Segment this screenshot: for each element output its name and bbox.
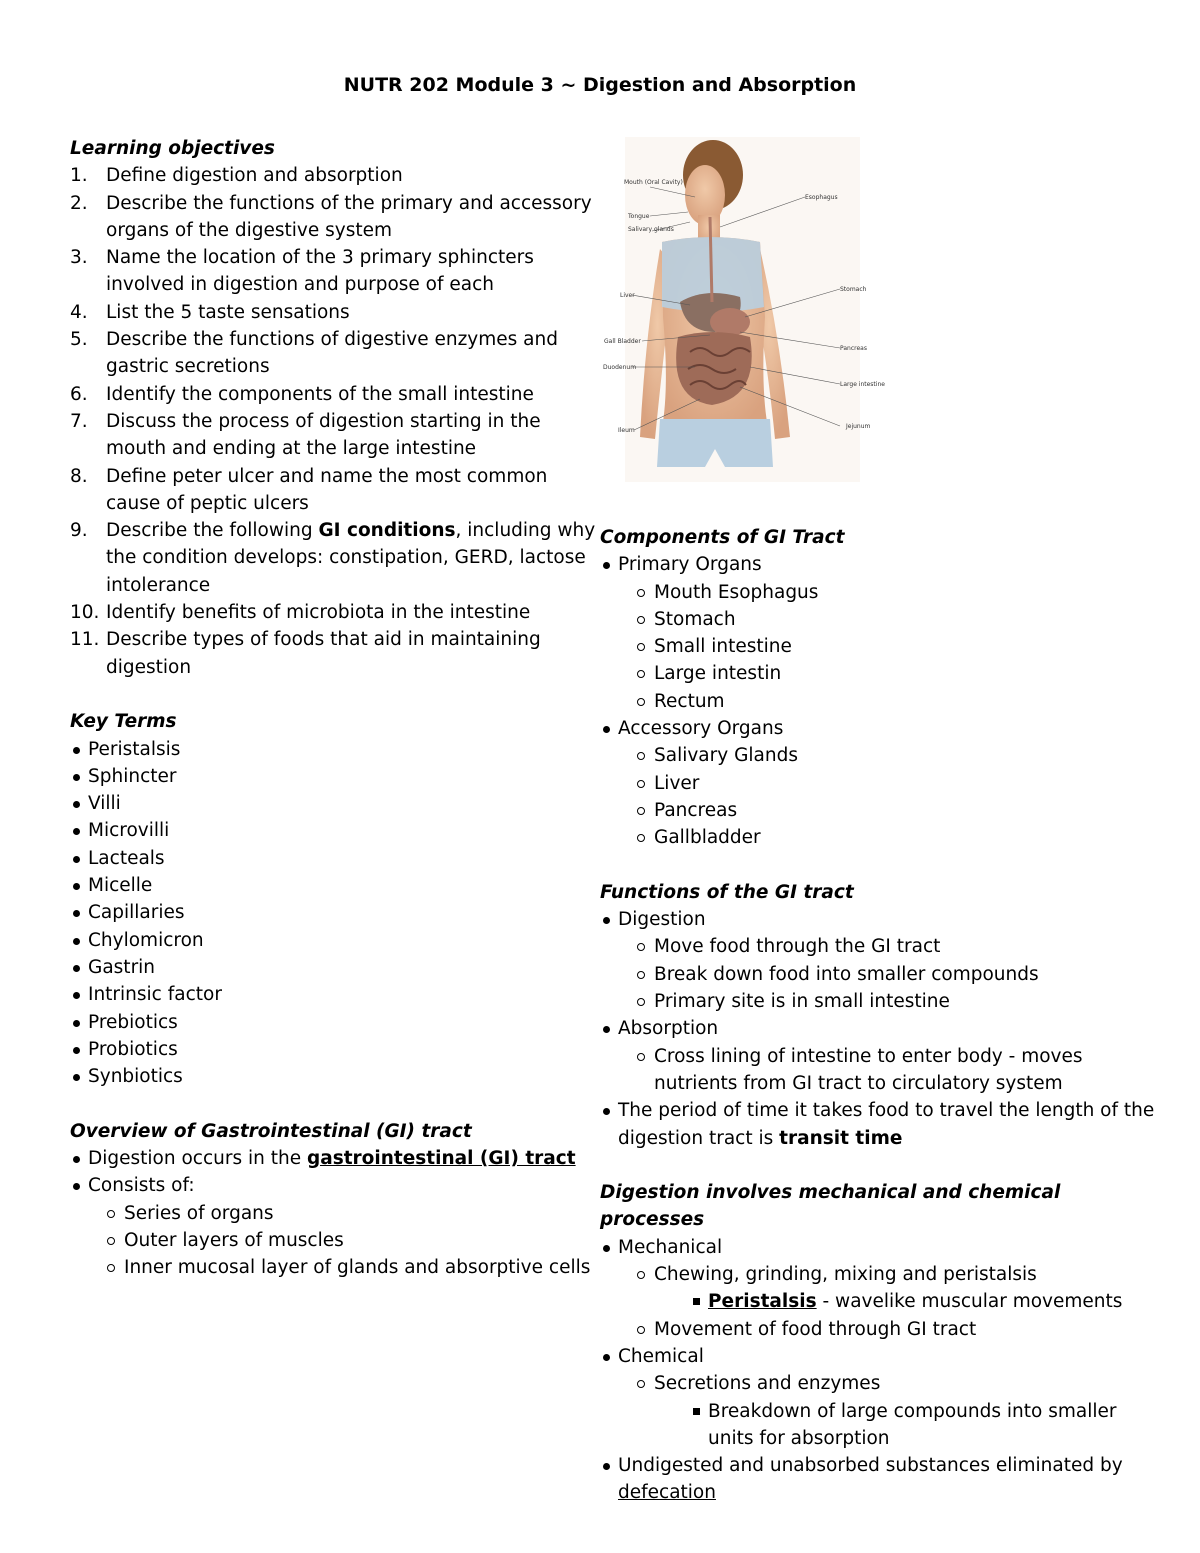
processes-heading: Digestion involves mechanical and chemical processes: [600, 1182, 1061, 1231]
function-item: Cross lining of intestine to enter body - moves nutrients from GI tract to circulatory system: [636, 1043, 1160, 1098]
objective-item: 6. Identify the components of the small intestine: [70, 383, 534, 405]
label-ileum: Ileum: [618, 427, 635, 434]
accessory-organ: Gallbladder: [636, 824, 1160, 851]
components-list: [600, 551, 1160, 851]
primary-organ: Mouth Esophagus: [636, 579, 1160, 606]
process-group: Mechanical Chewing, grinding, mixing and peristalsis Peristalsis - wavelike muscular movements Movement of food through GI tract: [600, 1234, 1160, 1343]
key-term: Synbiotics: [70, 1063, 600, 1090]
key-terms-heading: Key Terms: [70, 711, 177, 733]
digestive-system-illustration: [600, 137, 890, 487]
functions-group: Absorption Cross lining of intestine to enter body - moves nutrients from GI tract to circulatory system: [600, 1015, 1160, 1097]
left-column: [70, 135, 600, 1281]
objective-item: 7. Discuss the process of digestion starting in the mouth and ending at the large intestine: [70, 410, 541, 460]
process-group: Chemical Secretions and enzymes Breakdown of large compounds into smaller units for absorption: [600, 1343, 1160, 1452]
overview-heading: Overview of Gastrointestinal (GI) tract: [70, 1120, 472, 1142]
overview-list: [70, 1145, 600, 1281]
overview-sublist: [88, 1200, 600, 1282]
function-item: Primary site is in small intestine: [636, 988, 1160, 1015]
accessory-organ: Salivary Glands: [636, 742, 1160, 769]
key-term: Microvilli: [70, 817, 600, 844]
label-esophagus: Esophagus: [805, 194, 838, 201]
label-gallbladder: Gall Bladder: [604, 338, 641, 345]
gi-tract-term: gastrointestinal (GI) tract: [306, 1147, 576, 1169]
page-title: NUTR 202 Module 3 ~ Digestion and Absorption: [343, 74, 857, 96]
accessory-organ: Liver: [636, 770, 1160, 797]
label-duodenum: Duodenum: [603, 364, 637, 371]
overview-subitem: Outer layers of muscles: [106, 1227, 600, 1254]
objective-item: 1. Define digestion and absorption: [70, 165, 403, 187]
right-column: [600, 524, 1160, 1507]
key-term: Sphincter: [70, 763, 600, 790]
label-mouth: Mouth (Oral Cavity): [624, 179, 683, 186]
process-item: Chewing, grinding, mixing and peristalsis Peristalsis - wavelike muscular movements: [636, 1261, 1160, 1316]
transit-item: The period of time it takes food to travel the length of the digestion tract is transit time: [600, 1097, 1160, 1152]
key-terms-list: [70, 736, 600, 1091]
key-term: Intrinsic factor: [70, 981, 600, 1008]
function-item: Break down food into smaller compounds: [636, 961, 1160, 988]
key-term: Gastrin: [70, 954, 600, 981]
label-tongue: Tongue: [628, 213, 650, 220]
processes-list: [600, 1234, 1160, 1507]
process-subitem: Breakdown of large compounds into smaller units for absorption: [690, 1398, 1160, 1453]
learning-objectives-list: [70, 162, 600, 681]
objective-item: 8. Define peter ulcer and name the most common cause of peptic ulcers: [70, 465, 548, 514]
label-stomach: Stomach: [840, 286, 867, 293]
components-group: Accessory Organs Salivary Glands Liver Pancreas Gallbladder: [600, 715, 1160, 851]
overview-subitem: Series of organs: [106, 1200, 600, 1227]
process-item: Movement of food through GI tract: [636, 1316, 1160, 1343]
label-large-intestine: Large intestine: [840, 381, 885, 388]
label-liver: Liver: [620, 292, 635, 299]
primary-organ: Large intestin: [636, 660, 1160, 687]
primary-organ: Small intestine: [636, 633, 1160, 660]
process-subitem: Peristalsis - wavelike muscular movements: [690, 1288, 1160, 1315]
objective-item: 4. List the 5 taste sensations: [70, 301, 350, 323]
label-jejunum: Jejunum: [846, 423, 871, 430]
functions-group: Digestion Move food through the GI tract Break down food into smaller compounds Primary site is in small intestine: [600, 906, 1160, 1015]
key-term: Villi: [70, 790, 600, 817]
digestive-system-figure: [600, 137, 890, 487]
objective-item: 10. Identify benefits of microbiota in the intestine: [70, 602, 531, 624]
process-item: Secretions and enzymes Breakdown of large compounds into smaller units for absorption: [636, 1370, 1160, 1452]
overview-item: Digestion occurs in the gastrointestinal (GI) tract: [70, 1145, 600, 1172]
key-term: Micelle: [70, 872, 600, 899]
accessory-organ: Pancreas: [636, 797, 1160, 824]
components-heading: Components of GI Tract: [600, 527, 845, 548]
overview-item: Consists of: Series of organs Outer layers of muscles Inner mucosal layer of glands and absorptive cells: [70, 1172, 600, 1281]
functions-list: [600, 906, 1160, 1152]
learning-objectives-heading: Learning objectives: [70, 138, 275, 159]
objective-item: 3. Name the location of the 3 primary sphincters involved in digestion and purpose of each: [70, 247, 534, 296]
key-term: Probiotics: [70, 1036, 600, 1063]
defecation-item: Undigested and unabsorbed substances eliminated by defecation: [600, 1452, 1160, 1507]
key-term: Lacteals: [70, 845, 600, 872]
components-group: Primary Organs Mouth Esophagus Stomach Small intestine Large intestin Rectum: [600, 551, 1160, 715]
label-salivary: Salivary glands: [628, 226, 674, 233]
overview-subitem: Inner mucosal layer of glands and absorptive cells: [106, 1254, 600, 1281]
key-term: Peristalsis: [70, 736, 600, 763]
objective-item: 2. Describe the functions of the primary and accessory organs of the digestive system: [70, 192, 592, 241]
objective-item: 11. Describe types of foods that aid in maintaining digestion: [70, 629, 541, 678]
primary-organ: Rectum: [636, 688, 1160, 715]
objective-item: 5. Describe the functions of digestive enzymes and gastric secretions: [70, 329, 558, 378]
key-term: Prebiotics: [70, 1009, 600, 1036]
function-item: Move food through the GI tract: [636, 933, 1160, 960]
objective-item: 9. Describe the following GI conditions, including why the condition develops: constipation, GERD, lactose intolerance: [70, 520, 596, 596]
label-pancreas: Pancreas: [840, 345, 867, 352]
primary-organ: Stomach: [636, 606, 1160, 633]
key-term: Chylomicron: [70, 927, 600, 954]
functions-heading: Functions of the GI tract: [600, 881, 854, 903]
key-term: Capillaries: [70, 899, 600, 926]
